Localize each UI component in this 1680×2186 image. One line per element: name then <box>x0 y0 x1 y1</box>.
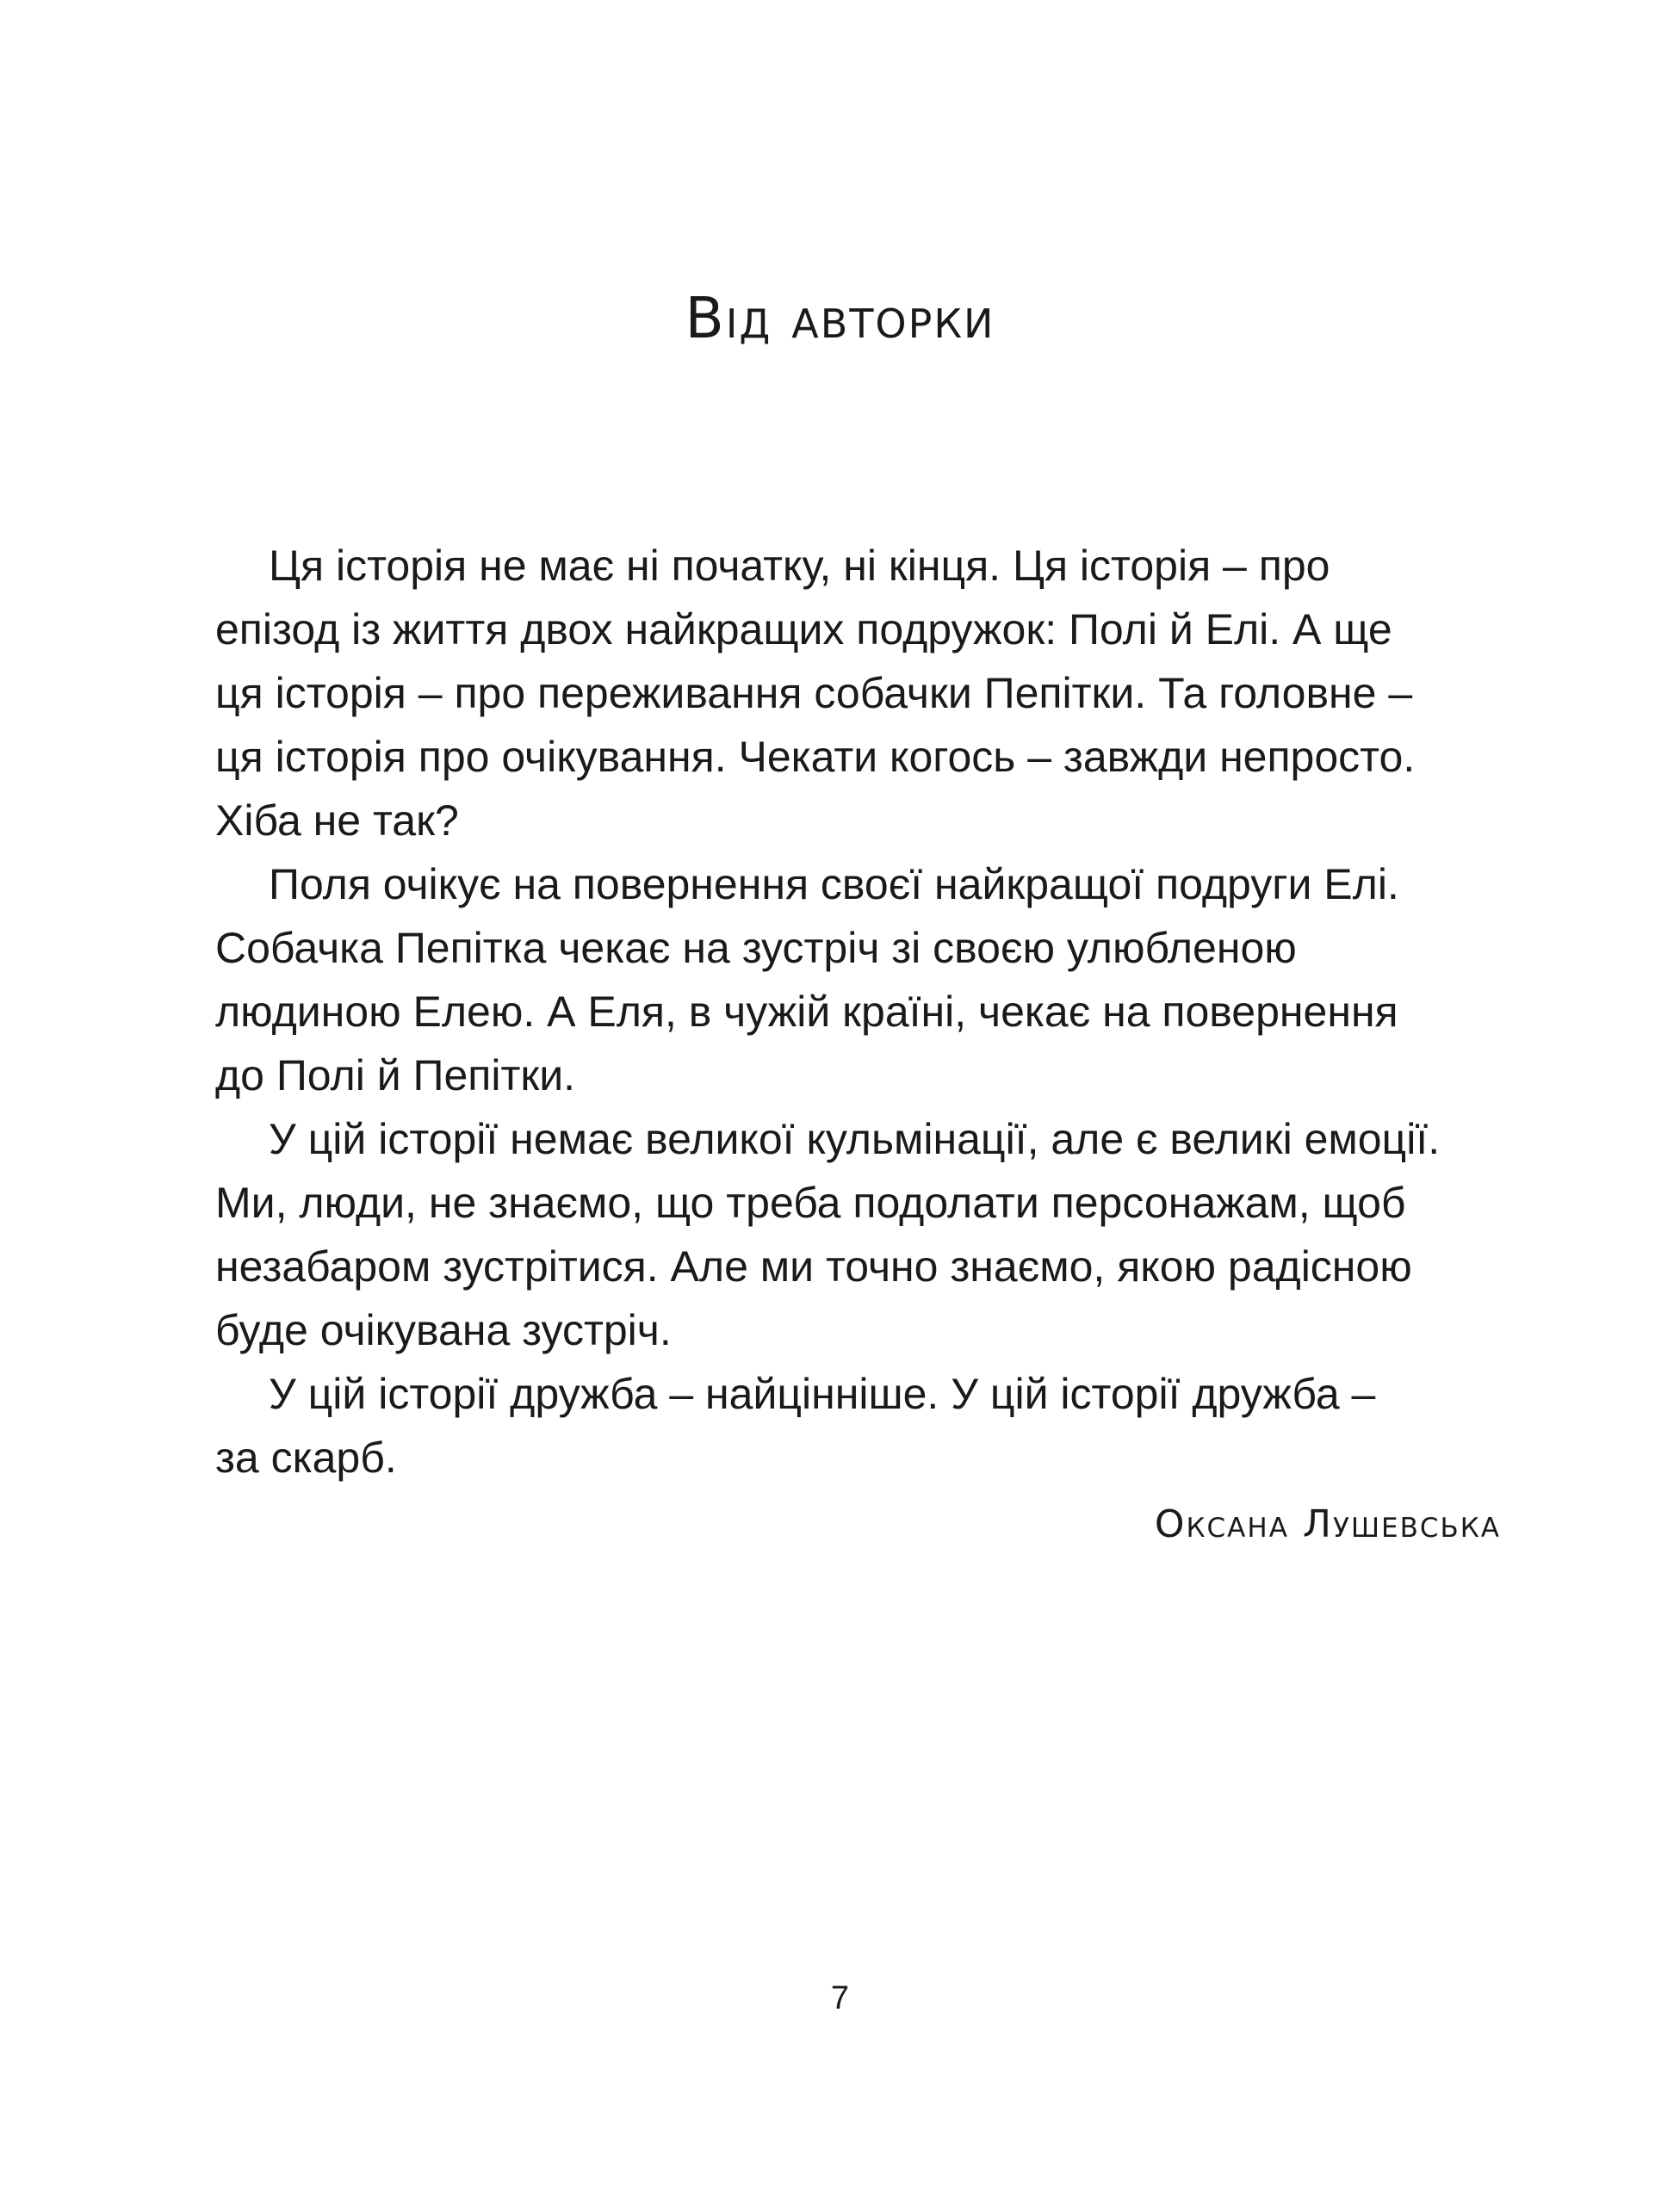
text-line: за скарб. <box>215 1434 397 1482</box>
paragraph-1 <box>162 534 1505 852</box>
text-line: Собачка Пепітка чекає на зустріч зі своєю улюбленою <box>215 924 1297 972</box>
text-line: ця історія – про переживання собачки Пепітки. Та головне – <box>215 669 1413 717</box>
text-line: людиною Елею. А Еля, в чужій країні, чекає на повернення <box>215 988 1398 1036</box>
author-signature: Оксана Лушевська <box>1154 1502 1501 1546</box>
text-line: ця історія про очікування. Чекати когось – завжди непросто. <box>215 733 1416 781</box>
text-line: У цій історії немає великої кульмінації, але є великі емоції. <box>269 1115 1441 1163</box>
page-number: 7 <box>830 1980 850 2016</box>
text-line: буде очікувана зустріч. <box>215 1306 672 1354</box>
text-line: Хіба не так? <box>215 796 459 845</box>
body-text <box>162 534 1505 1489</box>
paragraph-4 <box>162 1362 1505 1489</box>
text-line: Поля очікує на повернення своєї найкращої подруги Елі. <box>269 860 1399 908</box>
text-line: незабаром зустрітися. Але ми точно знаємо, якою радісною <box>215 1242 1412 1291</box>
paragraph-3 <box>162 1107 1505 1362</box>
page-title: Від авторки <box>685 285 995 351</box>
paragraph-2 <box>162 852 1505 1107</box>
text-line: епізод із життя двох найкращих подружок: Полі й Елі. А ще <box>215 605 1392 653</box>
text-line: У цій історії дружба – найцінніше. У цій історії дружба – <box>269 1370 1376 1418</box>
text-line: до Полі й Пепітки. <box>215 1051 576 1099</box>
text-line: Ми, люди, не знаємо, що треба подолати персонажам, щоб <box>215 1179 1406 1227</box>
text-line: Ця історія не має ні початку, ні кінця. Ця історія – про <box>269 542 1330 590</box>
